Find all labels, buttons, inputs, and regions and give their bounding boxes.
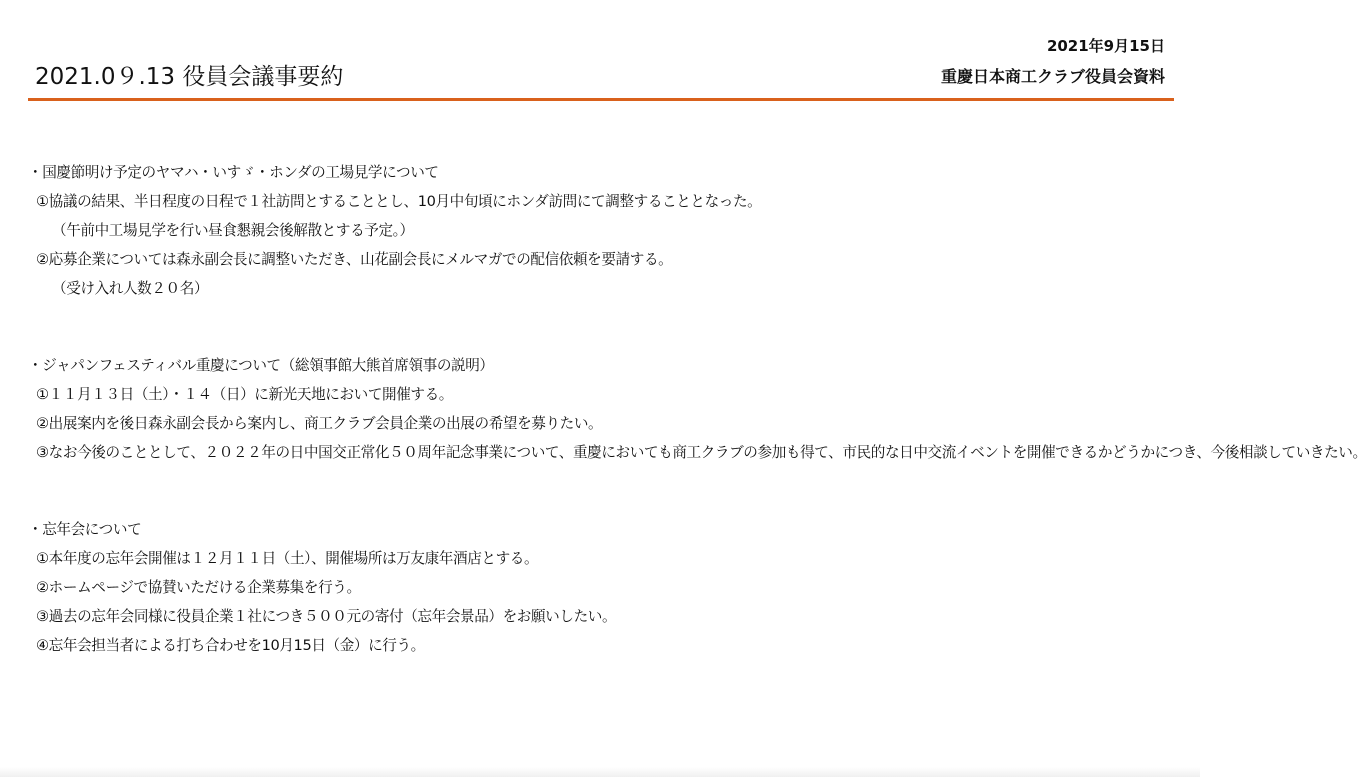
header-info xyxy=(941,36,1165,88)
section-note: （受け入れ人数２０名） xyxy=(52,280,209,297)
section-heading: ・国慶節明け予定のヤマハ・いすゞ・ホンダの工場見学について xyxy=(28,164,439,181)
section-heading: ・忘年会について xyxy=(28,521,142,538)
section-factory-tour xyxy=(28,158,1178,303)
section-heading: ・ジャパンフェスティバル重慶について（総領事館大熊首席領事の説明） xyxy=(28,357,494,374)
minutes-body xyxy=(28,158,1367,660)
section-item: ②出展案内を後日森永副会長から案内し、商工クラブ会員企業の出展の希望を募りたい。 xyxy=(36,415,603,432)
section-item: ③なお今後のこととして、２０２２年の日中国交正常化５０周年記念事業について、重慶においても商工クラブの参加も得て、市民的な日中交流イベントを開催できるかどうかにつき、今後相談していきたい。 xyxy=(36,444,1367,461)
section-item: ②応募企業については森永副会長に調整いただき、山花副会長にメルマガでの配信依頼を要請する。 xyxy=(36,251,673,268)
section-item: ①１１月１３日（土）・１４（日）に新光天地において開催する。 xyxy=(36,386,454,403)
section-item: ③過去の忘年会同様に役員企業１社につき５００元の寄付（忘年会景品）をお願いしたい。 xyxy=(36,608,617,625)
section-item: ①本年度の忘年会開催は１２月１１日（土）、開催場所は万友康年酒店とする。 xyxy=(36,550,539,567)
section-year-end-party xyxy=(28,515,1178,660)
page-bottom-edge xyxy=(0,767,1200,777)
section-item: ②ホームページで協賛いただける企業募集を行う。 xyxy=(36,579,361,596)
document-title: 2021.0９.13 役員会議事要約 xyxy=(35,64,344,90)
section-item: ①協議の結果、半日程度の日程で１社訪問とすることとし、10月中旬頃にホンダ訪問にて調整することとなった。 xyxy=(36,193,762,210)
section-note: （午前中工場見学を行い昼食懇親会後解散とする予定。） xyxy=(52,222,414,239)
header-divider xyxy=(28,98,1174,101)
document-date: 2021年9月15日 xyxy=(1046,37,1165,55)
section-item: ④忘年会担当者による打ち合わせを10月15日（金）に行う。 xyxy=(36,637,425,654)
organization-label: 重慶日本商工クラブ役員会資料 xyxy=(940,67,1165,86)
section-japan-festival xyxy=(28,351,1367,467)
